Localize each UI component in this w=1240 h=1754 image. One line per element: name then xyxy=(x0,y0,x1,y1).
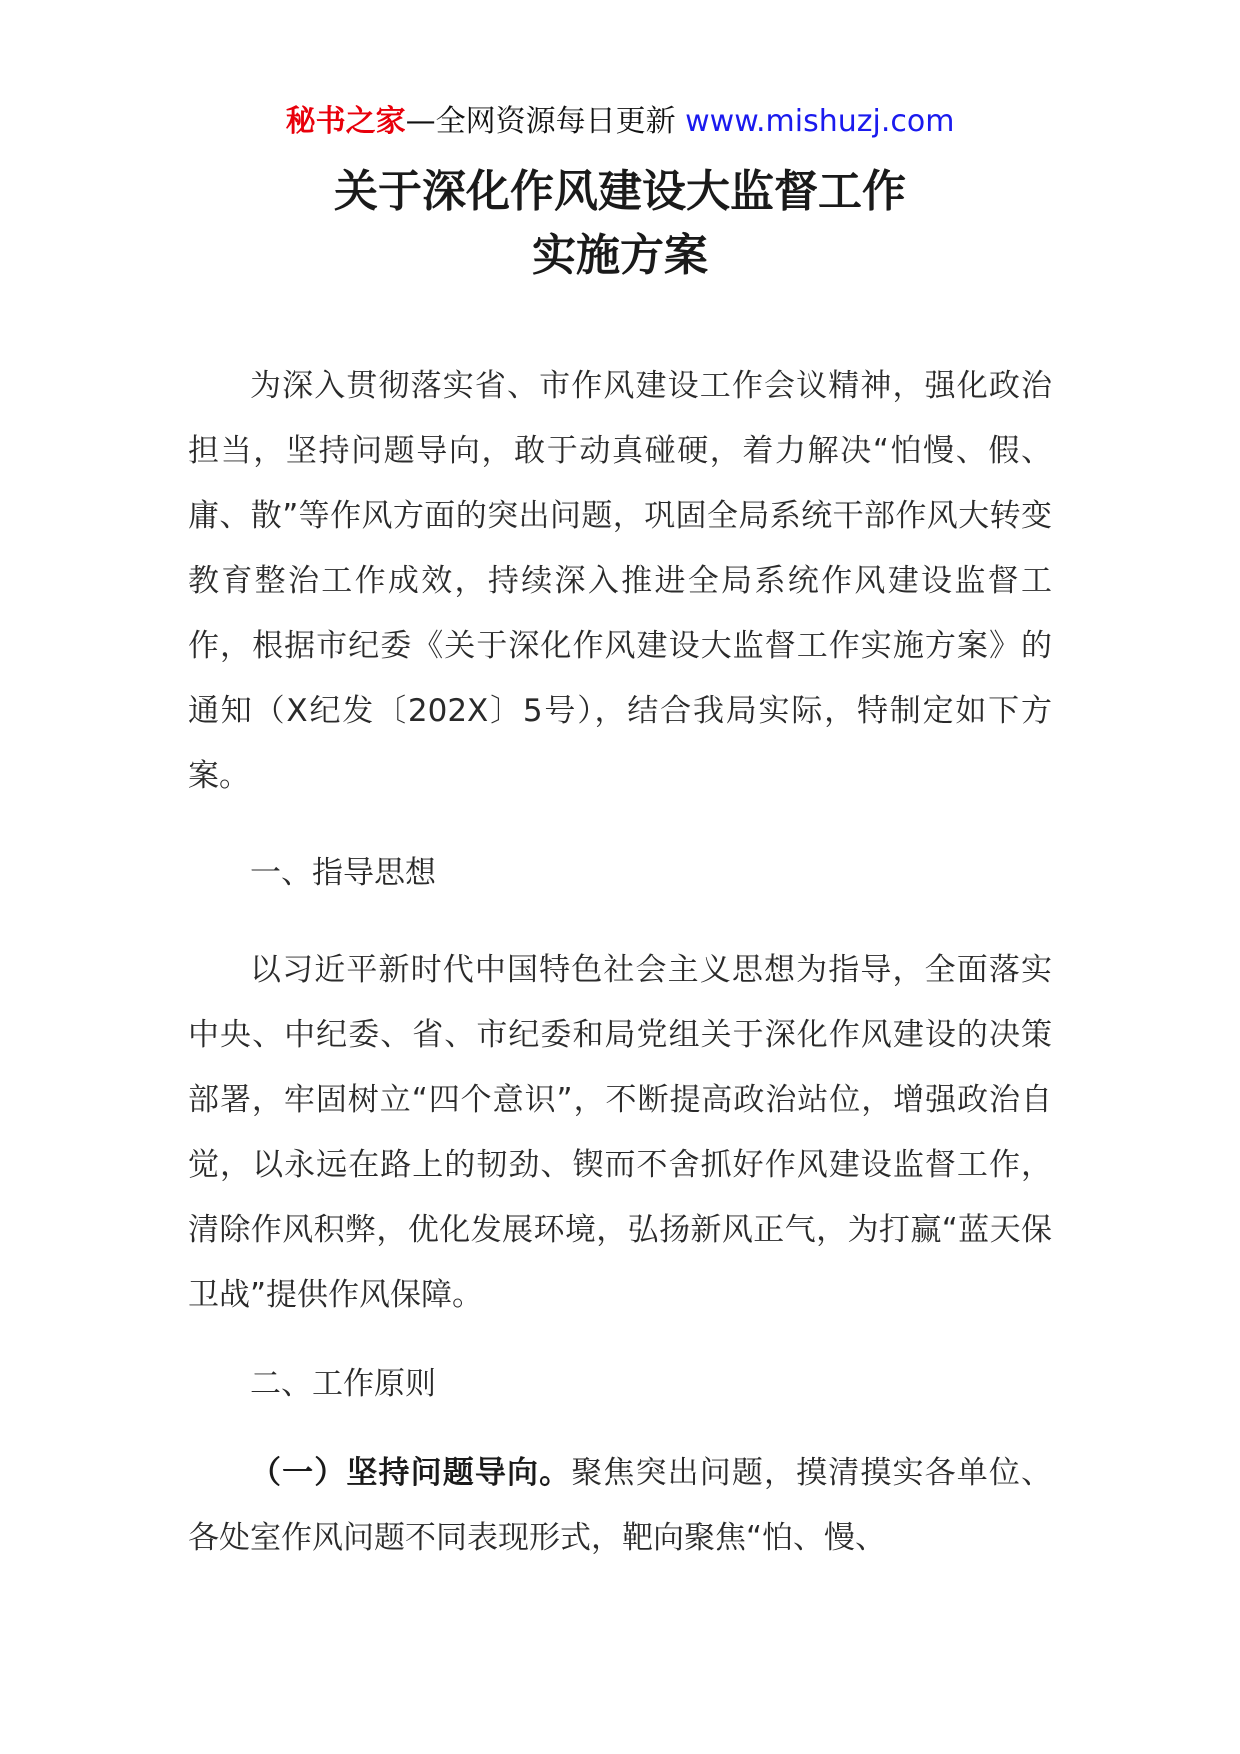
section-heading-work-principles: 二、工作原则 xyxy=(250,1366,436,1402)
site-url-link[interactable]: www.mishuzj.com xyxy=(685,104,955,139)
section-heading-guiding-ideology: 一、指导思想 xyxy=(250,855,436,891)
header-slogan: —全网资源每日更新 xyxy=(405,104,686,139)
intro-paragraph: 为深入贯彻落实省、市作风建设工作会议精神，强化政治担当，坚持问题导向，敢于动真碰硬，着力解决“怕慢、假、庸、散”等作风方面的突出问题，巩固全局系统干部作风大转变教育整治工作成效，持续深入推进全局系统作风建设监督工作，根据市纪委《关于深化作风建设大监督工作实施方案》的通知（X纪发〔202X〕5号），结合我局实际，特制定如下方案。 xyxy=(188,368,1052,794)
principle-1-text: 聚焦突出问题，摸清摸实各单位、各处室作风问题不同表现形式，靶向聚焦“怕、慢、 xyxy=(188,1455,1052,1556)
brand-name: 秘书之家 xyxy=(285,104,406,139)
document-title-line-2: 实施方案 xyxy=(532,230,708,281)
principle-1-paragraph xyxy=(188,1441,1052,1571)
document-body xyxy=(188,354,1052,1571)
document-title-line-1: 关于深化作风建设大监督工作 xyxy=(334,166,906,217)
principle-1-lead: （一）坚持问题导向。 xyxy=(250,1455,572,1491)
site-header xyxy=(0,100,1240,144)
guiding-ideology-paragraph: 以习近平新时代中国特色社会主义思想为指导，全面落实中央、中纪委、省、市纪委和局党组关于深化作风建设的决策部署，牢固树立“四个意识”，不断提高政治站位，增强政治自觉，以永远在路上的韧劲、锲而不舍抓好作风建设监督工作，清除作风积弊，优化发展环境，弘扬新风正气，为打赢“蓝天保卫战”提供作风保障。 xyxy=(188,952,1052,1313)
